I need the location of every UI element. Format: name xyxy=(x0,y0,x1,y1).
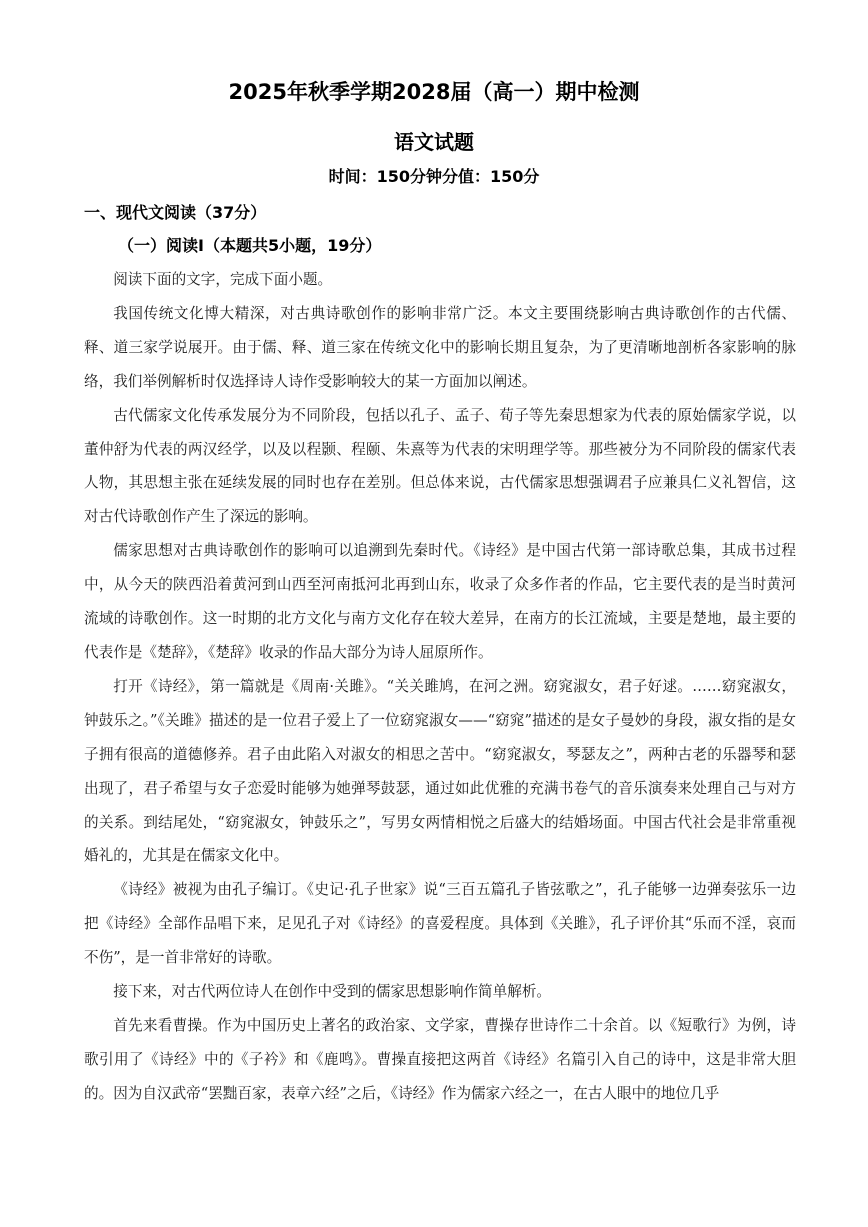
passage-paragraph: 首先来看曹操。作为中国历史上著名的政治家、文学家，曹操存世诗作二十余首。以《短歌行》为例，诗歌引用了《诗经》中的《子衿》和《鹿鸣》。曹操直接把这两首《诗经》名篇引入自己的诗中，这是非常大胆的。因为自汉武帝“罢黜百家，表章六经”之后，《诗经》作为儒家六经之一，在古人眼中的地位几乎 xyxy=(84,1016,796,1102)
exam-title: 2025年秋季学期2028届（高一）期中检测 xyxy=(228,80,640,104)
instruction-paragraph: 阅读下面的文字，完成下面小题。 xyxy=(113,271,333,288)
subsection-heading-reading-one: （一）阅读Ⅰ（本题共5小题，19分） xyxy=(118,236,382,255)
passage-paragraph: 儒家思想对古典诗歌创作的影响可以追溯到先秦时代。《诗经》是中国古代第一部诗歌总集，其成书过程中，从今天的陕西沿着黄河到山西至河南抵河北再到山东，收录了众多作者的作品，它主要代表的是当时黄河流域的诗歌创作。这一时期的北方文化与南方文化存在较大差异，在南方的长江流域，主要是楚地，最主要的代表作是《楚辞》，《楚辞》收录的作品大部分为诗人屈原所作。 xyxy=(84,542,796,661)
passage-paragraph: 打开《诗经》，第一篇就是《周南·关雎》。“关关雎鸠，在河之洲。窈窕淑女，君子好逑。……窈窕淑女，钟鼓乐之。”《关雎》描述的是一位君子爱上了一位窈窕淑女——“窈窕”描述的是女子曼妙的身段，淑女指的是女子拥有很高的道德修养。君子由此陷入对淑女的相思之苦中。“窈窕淑女，琴瑟友之”，两种古老的乐器琴和瑟出现了，君子希望与女子恋爱时能够为她弹琴鼓瑟，通过如此优雅的充满书卷气的音乐演奏来处理自己与对方的关系。到结尾处，“窈窕淑女，钟鼓乐之”，写男女两情相悦之后盛大的结婚场面。中国古代社会是非常重视婚礼的，尤其是在儒家文化中。 xyxy=(84,677,796,865)
section-heading-modern-reading: 一、现代文阅读（37分） xyxy=(84,203,267,222)
passage-paragraph: 接下来，对古代两位诗人在创作中受到的儒家思想影响作简单解析。 xyxy=(113,983,552,1001)
passage-paragraph: 我国传统文化博大精深，对古典诗歌创作的影响非常广泛。本文主要围绕影响古典诗歌创作的古代儒、释、道三家学说展开。由于儒、释、道三家在传统文化中的影响长期且复杂，为了更清晰地剖析各家影响的脉络，我们举例解析时仅选择诗人诗作受影响较大的某一方面加以阐述。 xyxy=(84,304,796,390)
passage-paragraph: 古代儒家文化传承发展分为不同阶段，包括以孔子、孟子、荀子等先秦思想家为代表的原始儒家学说，以董仲舒为代表的两汉经学，以及以程颢、程颐、朱熹等为代表的宋明理学等。那些被分为不同阶段的儒家代表人物，其思想主张在延续发展的同时也存在差别。但总体来说，古代儒家思想强调君子应兼具仁义礼智信，这对古代诗歌创作产生了深远的影响。 xyxy=(84,406,796,526)
passage-paragraph: 《诗经》被视为由孔子编订。《史记·孔子世家》说“三百五篇孔子皆弦歌之”，孔子能够一边弹奏弦乐一边把《诗经》全部作品唱下来，足见孔子对《诗经》的喜爱程度。具体到《关雎》，孔子评价其“乐而不淫，哀而不伤”，是一首非常好的诗歌。 xyxy=(84,881,796,967)
subject-title: 语文试题 xyxy=(394,130,474,154)
reading-passage xyxy=(84,263,796,1111)
time-score-line: 时间：150分钟分值：150分 xyxy=(328,167,540,186)
